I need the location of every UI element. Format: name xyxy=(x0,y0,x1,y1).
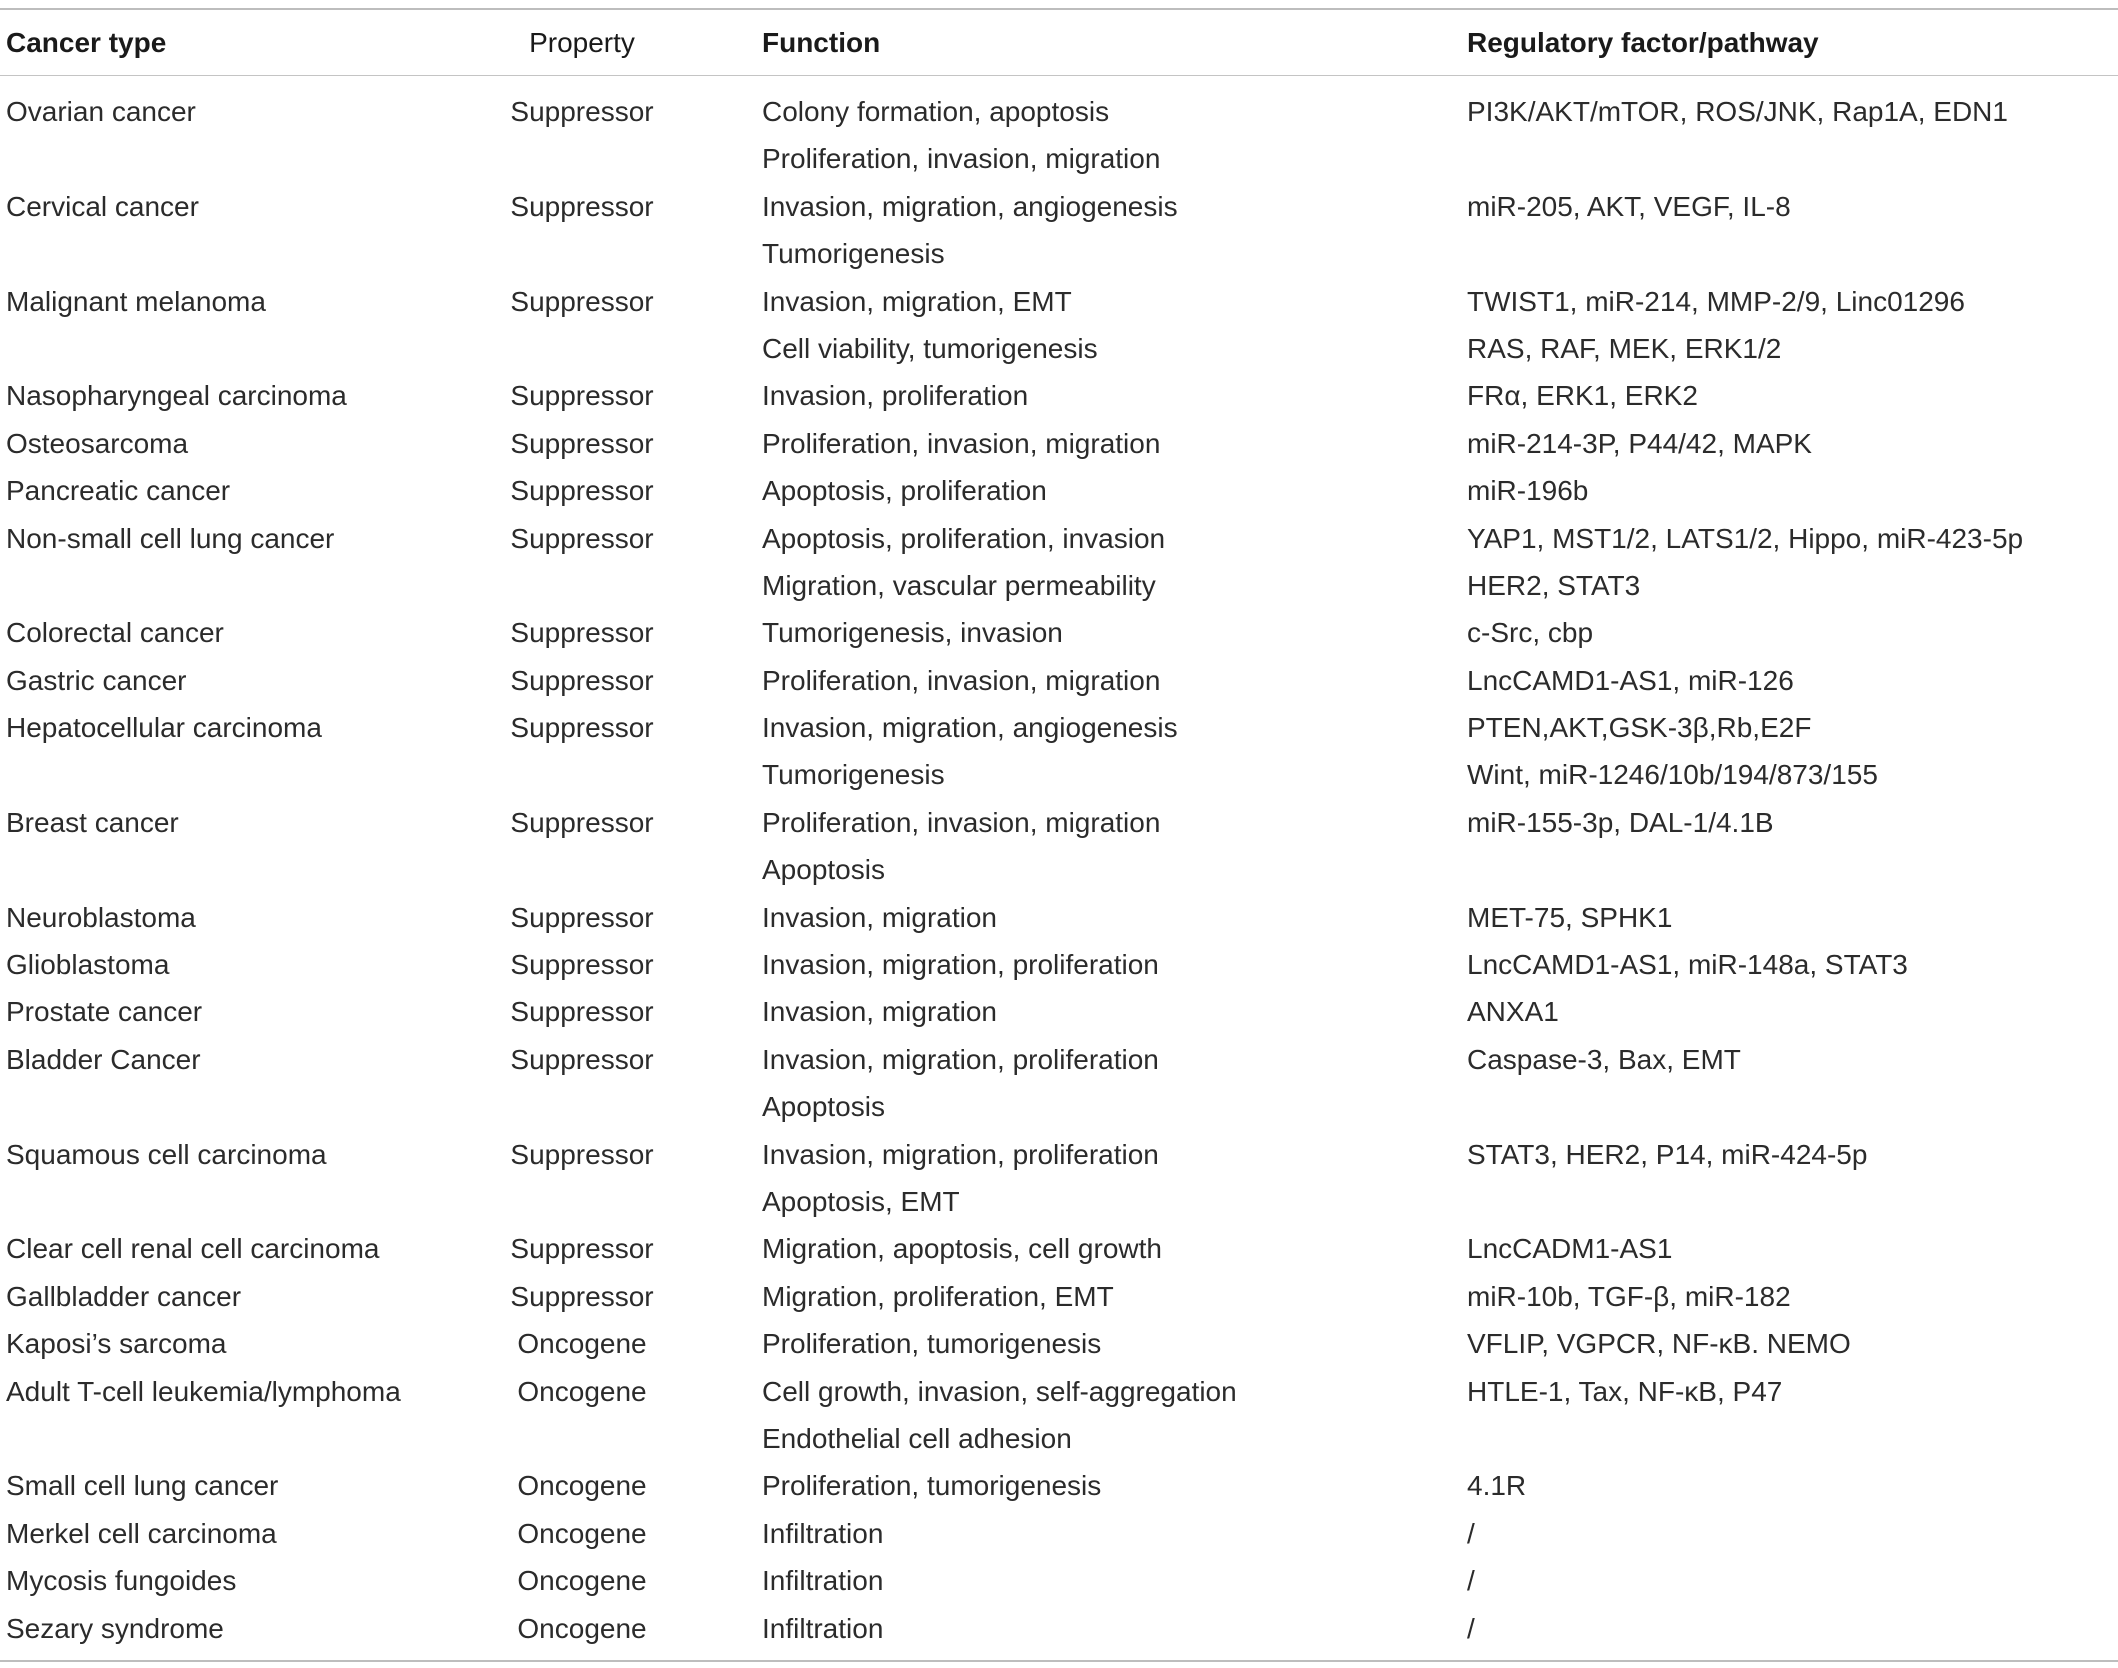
table-row: Glioblastoma Suppressor Invasion, migration, proliferation LncCAMD1-AS1, miR-148a, STAT3 xyxy=(0,941,2118,988)
cell-cancer-type: Squamous cell carcinoma xyxy=(6,1138,327,1170)
table-row xyxy=(0,751,2118,798)
cell-function: Tumorigenesis xyxy=(762,759,945,791)
table-row: Neuroblastoma Suppressor Invasion, migration MET-75, SPHK1 xyxy=(0,894,2118,941)
table-row: Gastric cancer Suppressor Proliferation, invasion, migration LncCAMD1-AS1, miR-126 xyxy=(0,657,2118,704)
table-row: Breast cancer Suppressor Proliferation, invasion, migration miR-155-3p, DAL-1/4.1B xyxy=(0,799,2118,846)
cell-function: Migration, proliferation, EMT xyxy=(762,1280,1114,1312)
cell-function: Endothelial cell adhesion xyxy=(762,1422,1072,1454)
cell-function: Migration, apoptosis, cell growth xyxy=(762,1233,1162,1265)
cell-function: Infiltration xyxy=(762,1612,884,1644)
cell-function: Proliferation, tumorigenesis xyxy=(762,1470,1102,1502)
cell-regulatory-factor: HER2, STAT3 xyxy=(1467,569,1641,601)
cell-function: Apoptosis xyxy=(762,854,885,886)
cell-regulatory-factor: LncCAMD1-AS1, miR-126 xyxy=(1467,664,1794,696)
cell-function: Apoptosis, proliferation, invasion xyxy=(762,522,1166,554)
cell-regulatory-factor: Wint, miR-1246/10b/194/873/155 xyxy=(1467,759,1878,791)
table-row xyxy=(0,1083,2118,1130)
cell-regulatory-factor: STAT3, HER2, P14, miR-424-5p xyxy=(1467,1138,1868,1170)
cell-cancer-type: Sezary syndrome xyxy=(6,1612,224,1644)
cell-regulatory-factor: PTEN,AKT,GSK-3β,Rb,E2F xyxy=(1467,712,1812,744)
table-row: Cervical cancer Suppressor Invasion, migration, angiogenesis miR-205, AKT, VEGF, IL-8 xyxy=(0,183,2118,230)
cell-regulatory-factor: / xyxy=(1467,1565,1475,1597)
cell-regulatory-factor: FRα, ERK1, ERK2 xyxy=(1467,380,1698,412)
cell-function: Proliferation, invasion, migration xyxy=(762,427,1161,459)
cell-cancer-type: Clear cell renal cell carcinoma xyxy=(6,1233,380,1265)
table-row xyxy=(0,325,2118,372)
cell-function: Proliferation, invasion, migration xyxy=(762,806,1161,838)
table-header-row: Cancer type Property Function Regulatory factor/pathway xyxy=(0,18,2118,68)
cell-regulatory-factor: YAP1, MST1/2, LATS1/2, Hippo, miR-423-5p xyxy=(1467,522,2024,554)
cell-function: Proliferation, invasion, migration xyxy=(762,664,1161,696)
header-cancer-type: Cancer type xyxy=(6,27,167,58)
cell-regulatory-factor: VFLIP, VGPCR, NF-κB. NEMO xyxy=(1467,1328,1851,1360)
table-row: Squamous cell carcinoma Suppressor Invasion, migration, proliferation STAT3, HER2, P14, miR-424-5p xyxy=(0,1131,2118,1178)
cell-cancer-type: Adult T-cell leukemia/lymphoma xyxy=(6,1375,401,1407)
cell-function: Invasion, migration, angiogenesis xyxy=(762,712,1178,744)
table-row: Prostate cancer Suppressor Invasion, migration ANXA1 xyxy=(0,988,2118,1035)
cell-function: Invasion, migration, proliferation xyxy=(762,1138,1159,1170)
table-header-rule xyxy=(0,75,2118,76)
cell-cancer-type: Bladder Cancer xyxy=(6,1043,201,1075)
cell-regulatory-factor: PI3K/AKT/mTOR, ROS/JNK, Rap1A, EDN1 xyxy=(1467,96,2008,127)
cell-regulatory-factor: miR-205, AKT, VEGF, IL-8 xyxy=(1467,190,1791,222)
cell-cancer-type: Merkel cell carcinoma xyxy=(6,1517,277,1549)
cell-cancer-type: Colorectal cancer xyxy=(6,617,224,649)
cell-function: Invasion, migration, EMT xyxy=(762,285,1072,317)
cell-regulatory-factor: miR-214-3P, P44/42, MAPK xyxy=(1467,427,1812,459)
cell-regulatory-factor: Caspase-3, Bax, EMT xyxy=(1467,1043,1741,1075)
header-function: Function xyxy=(762,27,881,58)
cell-regulatory-factor: LncCADM1-AS1 xyxy=(1467,1233,1673,1265)
table-row: Malignant melanoma Suppressor Invasion, migration, EMT TWIST1, miR-214, MMP-2/9, Linc01296 xyxy=(0,278,2118,325)
table-row: Nasopharyngeal carcinoma Suppressor Invasion, proliferation FRα, ERK1, ERK2 xyxy=(0,372,2118,419)
table-row: Adult T-cell leukemia/lymphoma Oncogene Cell growth, invasion, self-aggregation HTLE-1, Tax, NF-κB, P47 xyxy=(0,1368,2118,1415)
cell-regulatory-factor: RAS, RAF, MEK, ERK1/2 xyxy=(1467,332,1782,364)
cell-regulatory-factor: ANXA1 xyxy=(1467,996,1559,1028)
cell-function: Invasion, migration, angiogenesis xyxy=(762,190,1178,222)
cell-function: Cell growth, invasion, self-aggregation xyxy=(762,1375,1237,1407)
cell-regulatory-factor: HTLE-1, Tax, NF-κB, P47 xyxy=(1467,1375,1783,1407)
cell-function: Apoptosis, EMT xyxy=(762,1185,960,1217)
cell-regulatory-factor: 4.1R xyxy=(1467,1470,1527,1502)
cell-function: Migration, vascular permeability xyxy=(762,569,1156,601)
table-row xyxy=(0,230,2118,277)
cell-cancer-type: Neuroblastoma xyxy=(6,901,196,933)
table-body xyxy=(0,88,2118,1652)
cell-function: Tumorigenesis xyxy=(762,238,945,270)
cell-function: Invasion, migration xyxy=(762,901,998,933)
cell-cancer-type: Pancreatic cancer xyxy=(6,475,231,507)
table-row xyxy=(0,1178,2118,1225)
cell-cancer-type: Gallbladder cancer xyxy=(6,1280,242,1312)
table-bottom-rule xyxy=(0,1660,2118,1662)
cell-function: Colony formation, apoptosis xyxy=(762,96,1110,127)
table-row: Kaposi’s sarcoma Oncogene Proliferation, tumorigenesis VFLIP, VGPCR, NF-κB. NEMO xyxy=(0,1320,2118,1367)
cell-regulatory-factor: MET-75, SPHK1 xyxy=(1467,901,1673,933)
table-row: Mycosis fungoides Oncogene Infiltration / xyxy=(0,1557,2118,1604)
cell-cancer-type: Osteosarcoma xyxy=(6,427,189,459)
table-row: Gallbladder cancer Suppressor Migration, proliferation, EMT miR-10b, TGF-β, miR-182 xyxy=(0,1273,2118,1320)
table-row: Osteosarcoma Suppressor Proliferation, invasion, migration miR-214-3P, P44/42, MAPK xyxy=(0,420,2118,467)
cell-cancer-type: Breast cancer xyxy=(6,806,179,838)
cell-function: Cell viability, tumorigenesis xyxy=(762,332,1098,364)
table-row: Merkel cell carcinoma Oncogene Infiltration / xyxy=(0,1510,2118,1557)
cell-function: Invasion, migration xyxy=(762,996,998,1028)
table-top-rule xyxy=(0,8,2118,10)
cell-regulatory-factor: / xyxy=(1467,1517,1475,1549)
cell-function: Invasion, proliferation xyxy=(762,380,1029,412)
table-row: Sezary syndrome Oncogene Infiltration / xyxy=(0,1605,2118,1652)
cell-regulatory-factor: / xyxy=(1467,1612,1475,1644)
cell-cancer-type: Hepatocellular carcinoma xyxy=(6,712,322,744)
cell-cancer-type: Gastric cancer xyxy=(6,664,187,696)
cell-cancer-type: Malignant melanoma xyxy=(6,285,266,317)
table-row xyxy=(0,135,2118,182)
table-row: Ovarian cancer Suppressor Colony formation, apoptosis PI3K/AKT/mTOR, ROS/JNK, Rap1A, EDN1 xyxy=(0,88,2118,135)
cell-regulatory-factor: miR-196b xyxy=(1467,475,1589,507)
cell-cancer-type: Mycosis fungoides xyxy=(6,1565,237,1597)
table-row xyxy=(0,846,2118,893)
cell-function: Apoptosis, proliferation xyxy=(762,475,1047,507)
cell-function: Apoptosis xyxy=(762,1091,885,1123)
cell-cancer-type: Cervical cancer xyxy=(6,190,199,222)
cell-function: Proliferation, tumorigenesis xyxy=(762,1328,1102,1360)
table-row xyxy=(0,1415,2118,1462)
cell-cancer-type: Nasopharyngeal carcinoma xyxy=(6,380,347,412)
table-row: Small cell lung cancer Oncogene Proliferation, tumorigenesis 4.1R xyxy=(0,1462,2118,1509)
cell-function: Invasion, migration, proliferation xyxy=(762,949,1159,981)
cell-cancer-type: Small cell lung cancer xyxy=(6,1470,279,1502)
cell-cancer-type: Prostate cancer xyxy=(6,996,203,1028)
table-row: Non-small cell lung cancer Suppressor Apoptosis, proliferation, invasion YAP1, MST1/2, LATS1/2, Hippo, miR-423-5p xyxy=(0,515,2118,562)
table-row: Hepatocellular carcinoma Suppressor Invasion, migration, angiogenesis PTEN,AKT,GSK-3β,Rb,E2F xyxy=(0,704,2118,751)
cell-regulatory-factor: LncCAMD1-AS1, miR-148a, STAT3 xyxy=(1467,949,1908,981)
cell-cancer-type: Non-small cell lung cancer xyxy=(6,522,335,554)
cell-regulatory-factor: miR-10b, TGF-β, miR-182 xyxy=(1467,1280,1791,1312)
cell-function: Invasion, migration, proliferation xyxy=(762,1043,1159,1075)
cell-function: Tumorigenesis, invasion xyxy=(762,617,1063,649)
cell-function: Proliferation, invasion, migration xyxy=(762,143,1161,175)
table-row: Colorectal cancer Suppressor Tumorigenesis, invasion c-Src, cbp xyxy=(0,609,2118,656)
header-regulatory: Regulatory factor/pathway xyxy=(1467,27,1819,58)
table-row: Clear cell renal cell carcinoma Suppressor Migration, apoptosis, cell growth LncCADM1-AS1 xyxy=(0,1225,2118,1272)
table-row xyxy=(0,562,2118,609)
cell-cancer-type: Ovarian cancer xyxy=(6,96,196,127)
cell-cancer-type: Glioblastoma xyxy=(6,949,170,981)
cell-cancer-type: Kaposi’s sarcoma xyxy=(6,1328,227,1360)
cell-regulatory-factor: c-Src, cbp xyxy=(1467,617,1594,649)
cell-regulatory-factor: TWIST1, miR-214, MMP-2/9, Linc01296 xyxy=(1467,285,1965,317)
table-row: Bladder Cancer Suppressor Invasion, migration, proliferation Caspase-3, Bax, EMT xyxy=(0,1036,2118,1083)
cell-function: Infiltration xyxy=(762,1517,884,1549)
cell-function: Infiltration xyxy=(762,1565,884,1597)
table-row: Pancreatic cancer Suppressor Apoptosis, proliferation miR-196b xyxy=(0,467,2118,514)
cell-regulatory-factor: miR-155-3p, DAL-1/4.1B xyxy=(1467,806,1774,838)
